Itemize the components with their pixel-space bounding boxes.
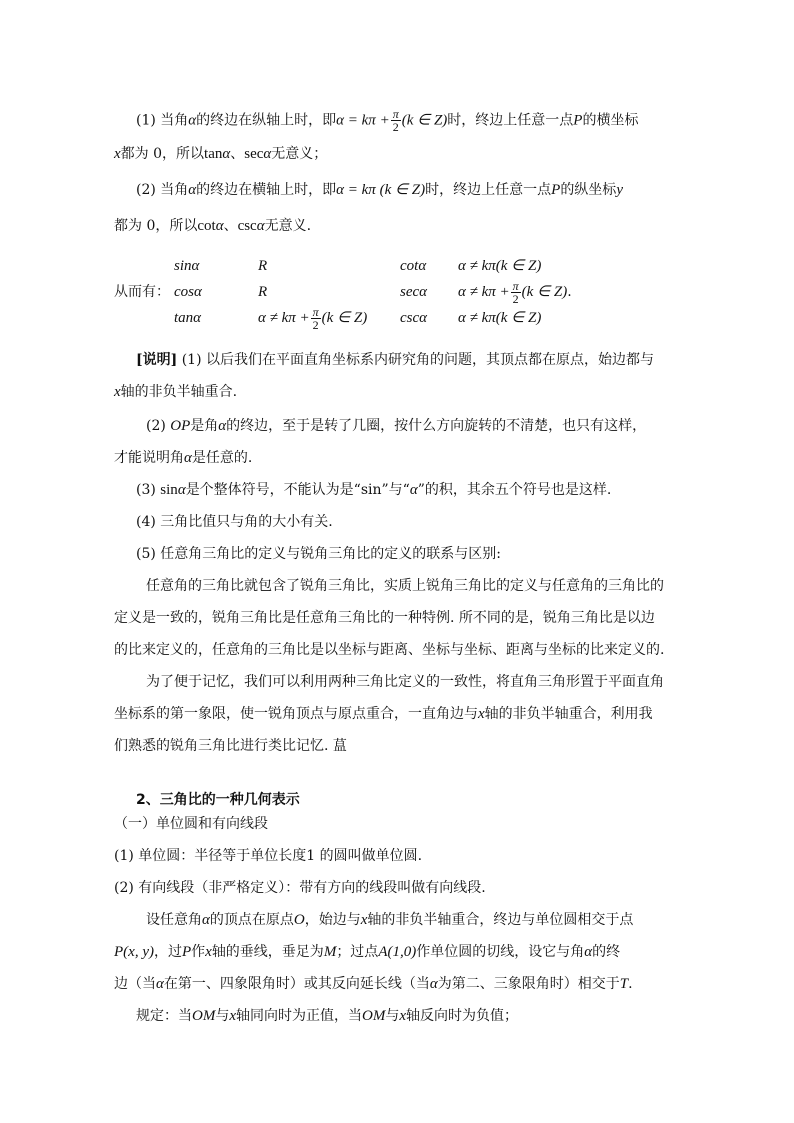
math-O: O bbox=[293, 912, 305, 928]
para1-line1 bbox=[136, 108, 638, 133]
text: (3) bbox=[136, 482, 156, 498]
text: . bbox=[628, 976, 633, 992]
text: 时，终边上任意一点 bbox=[425, 182, 552, 198]
setup-line2 bbox=[114, 942, 620, 962]
text: 是角 bbox=[190, 418, 219, 434]
math-x: x bbox=[399, 1008, 406, 1024]
math-OM: OM bbox=[362, 1008, 386, 1024]
text: 轴的垂线，垂足为 bbox=[211, 944, 324, 960]
text: 作 bbox=[191, 944, 206, 960]
table-r1-v1: R bbox=[258, 258, 268, 274]
text: 的终边在纵轴上时，即 bbox=[196, 112, 337, 129]
math-OM: OM bbox=[192, 1008, 216, 1024]
domain-table bbox=[114, 252, 674, 332]
text: 的横坐标 bbox=[582, 112, 639, 129]
rule-line bbox=[136, 1006, 518, 1026]
text: 时，终边上任意一点 bbox=[447, 112, 574, 129]
definition-directed-segment: (2) 有向线段（非严格定义）：带有方向的线段叫做有向线段. bbox=[114, 880, 486, 896]
frac-den: 2 bbox=[312, 317, 319, 332]
math-alpha: α bbox=[188, 182, 197, 198]
math-x: x bbox=[229, 1008, 236, 1024]
text: 坐标系的第一象限，使一锐角顶点与原点重合，一直角边与 bbox=[114, 706, 478, 722]
frac-den: 2 bbox=[512, 291, 519, 306]
text: 轴同向时为正值，当 bbox=[236, 1008, 362, 1024]
math-P: P bbox=[551, 182, 561, 198]
math-csc: csc bbox=[237, 218, 257, 234]
table-r1-f1: sinα bbox=[174, 258, 200, 274]
para1-line2 bbox=[114, 144, 327, 164]
math-eq: α = kπ (k ∈ Z) bbox=[336, 182, 426, 198]
text: 轴的非负半轴重合，利用我 bbox=[484, 706, 653, 722]
fraction-pi-over-2 bbox=[511, 280, 521, 305]
math-alpha: α bbox=[409, 482, 418, 498]
table-r2-v1: R bbox=[258, 284, 268, 300]
math-alpha: α bbox=[184, 450, 192, 466]
table-r3-f2: cscα bbox=[400, 310, 428, 326]
math: α ≠ kπ + bbox=[258, 310, 310, 326]
text: (1) 当角 bbox=[136, 112, 189, 129]
table-lead: 从而有： bbox=[114, 284, 170, 300]
math-alpha: α bbox=[156, 976, 164, 992]
math-T: T bbox=[619, 976, 629, 992]
text: ，始边与 bbox=[304, 912, 361, 928]
table-r3-v1 bbox=[258, 300, 367, 336]
frac-num: π bbox=[392, 107, 399, 121]
text: 的终边在横轴上时，即 bbox=[196, 182, 337, 198]
text: 、 bbox=[223, 218, 238, 234]
note-para-line4: 为了便于记忆，我们可以利用两种三角比定义的一致性，将直角三角形置于平面直角 bbox=[146, 674, 664, 690]
math-alpha: α bbox=[256, 218, 265, 234]
math-OP: OP bbox=[170, 418, 191, 434]
math-alpha: α bbox=[218, 418, 227, 434]
text: 轴的非负半轴重合，终边与单位圆相交于点 bbox=[367, 912, 634, 928]
note3 bbox=[136, 480, 611, 500]
text: 轴反向时为负值； bbox=[406, 1008, 518, 1024]
text: 边（当 bbox=[114, 976, 156, 992]
math-alpha: α bbox=[429, 976, 438, 992]
section-title: 2、三角比的一种几何表示 bbox=[136, 792, 300, 808]
table-r1-v2: α ≠ kπ(k ∈ Z) bbox=[458, 258, 542, 274]
text: 设任意角 bbox=[146, 912, 202, 928]
text: 是个整体符号，不能认为是“sin”与“ bbox=[185, 482, 410, 498]
setup-line3 bbox=[114, 974, 633, 994]
math-cot: cot bbox=[197, 218, 216, 234]
frac-num: π bbox=[512, 278, 519, 293]
text: ”的积，其余五个符号也是这样. bbox=[417, 482, 612, 498]
text: (2) bbox=[146, 418, 166, 434]
table-end: . bbox=[567, 284, 572, 300]
text: 无意义. bbox=[264, 218, 312, 234]
math-P: P bbox=[181, 944, 192, 960]
text: 才能说明角 bbox=[114, 450, 184, 466]
math-sec: sec bbox=[244, 146, 264, 162]
note-para-line3: 的比来定义的，任意角的三角比是以坐标与距离、坐标与坐标、距离与坐标的比来定义的. bbox=[114, 642, 665, 658]
text: 在第一、四象限角时）或其反向延长线（当 bbox=[163, 976, 430, 992]
math-y: y bbox=[616, 182, 623, 198]
note-para-line5 bbox=[114, 704, 653, 724]
table-r2-f1: cosα bbox=[174, 284, 202, 300]
text: 作单位圆的切线，设它与角 bbox=[416, 944, 585, 960]
frac-den: 2 bbox=[392, 120, 399, 134]
table-r1-f2: cotα bbox=[400, 258, 427, 274]
text: ；过点 bbox=[336, 944, 379, 960]
math-Pxy: P(x, y) bbox=[114, 944, 154, 960]
fraction-pi-over-2 bbox=[391, 108, 401, 133]
math-P: P bbox=[573, 112, 583, 129]
note4: (4) 三角比值只与角的大小有关. bbox=[136, 514, 333, 530]
text: (1) 以后我们在平面直角坐标系内研究角的问题，其顶点都在原点，始边都与 bbox=[181, 352, 654, 368]
para2-line2 bbox=[114, 216, 311, 236]
table-r2-f2: secα bbox=[400, 284, 428, 300]
definition-unit-circle: (1) 单位圆：半径等于单位长度1 的圆叫做单位圆. bbox=[114, 848, 423, 864]
math-alpha: α bbox=[263, 146, 272, 162]
text: (2) 当角 bbox=[136, 182, 189, 198]
text: 与 bbox=[385, 1008, 400, 1024]
text: 的纵坐标 bbox=[560, 182, 617, 198]
text: 都为 0，所以 bbox=[114, 218, 198, 234]
section-subtitle: （一）单位圆和有向线段 bbox=[114, 816, 268, 832]
math-alpha: α bbox=[215, 218, 224, 234]
math-alpha: α bbox=[177, 482, 186, 498]
text: ，过 bbox=[153, 944, 182, 960]
note-para-line6: 们熟悉的锐角三角比进行类比记忆. 蒀 bbox=[114, 738, 347, 754]
text: 为第二、三象限角时）相交于 bbox=[437, 976, 620, 992]
math-x: x bbox=[205, 944, 212, 960]
text: 无意义； bbox=[271, 146, 328, 162]
math-x: x bbox=[478, 706, 485, 722]
text: 是任意的. bbox=[191, 450, 253, 466]
math-tan: tan bbox=[204, 146, 223, 162]
math-k: (k ∈ Z) bbox=[401, 112, 448, 129]
text: 都为 0，所以 bbox=[120, 146, 205, 162]
math-M: M bbox=[323, 944, 337, 960]
text: 、 bbox=[230, 146, 245, 162]
note5: (5) 任意角三角比的定义与锐角三角比的定义的联系与区别: bbox=[136, 546, 501, 562]
math: α ≠ kπ + bbox=[458, 284, 510, 300]
text: 的终边，至于是转了几圈，按什么方向旋转的不清楚，也只有这样， bbox=[226, 418, 647, 434]
table-r3-v2: α ≠ kπ(k ∈ Z) bbox=[458, 310, 542, 326]
frac-num: π bbox=[312, 304, 319, 319]
para2-line1 bbox=[136, 180, 623, 200]
note-para-line1: 任意角的三角比就包含了锐角三角比，实质上锐角三角比的定义与任意角的三角比的 bbox=[146, 578, 664, 594]
note-tag: [说明] bbox=[136, 352, 178, 368]
math-x: x bbox=[360, 912, 368, 928]
text: 规定：当 bbox=[136, 1008, 192, 1024]
text: 的终 bbox=[592, 944, 621, 960]
math-alpha: α bbox=[584, 944, 593, 960]
math-x: x bbox=[114, 146, 121, 162]
text: 轴的非负半轴重合. bbox=[120, 384, 238, 400]
math-alpha: α bbox=[222, 146, 231, 162]
note2-line2 bbox=[114, 448, 252, 468]
math-sin: sin bbox=[160, 482, 178, 498]
math: (k ∈ Z) bbox=[521, 284, 568, 300]
math: (k ∈ Z) bbox=[321, 310, 368, 326]
math-alpha: α bbox=[188, 112, 197, 129]
note2-line1 bbox=[146, 416, 646, 436]
fraction-pi-over-2 bbox=[311, 306, 321, 331]
note1-line1 bbox=[136, 350, 654, 370]
note1-line2 bbox=[114, 382, 237, 402]
math-alpha: α bbox=[202, 912, 210, 928]
math-x: x bbox=[114, 384, 121, 400]
table-r2-v2 bbox=[458, 274, 572, 310]
math-A: A(1,0) bbox=[378, 944, 417, 960]
table-r3-f1: tanα bbox=[174, 310, 202, 326]
math-eq: α = kπ + bbox=[336, 112, 390, 129]
setup-line1 bbox=[146, 910, 633, 930]
note-para-line2: 定义是一致的，锐角三角比是任意角三角比的一种特例. 所不同的是，锐角三角比是以边 bbox=[114, 610, 655, 626]
text: 与 bbox=[215, 1008, 230, 1024]
text: 的顶点在原点 bbox=[209, 912, 294, 928]
